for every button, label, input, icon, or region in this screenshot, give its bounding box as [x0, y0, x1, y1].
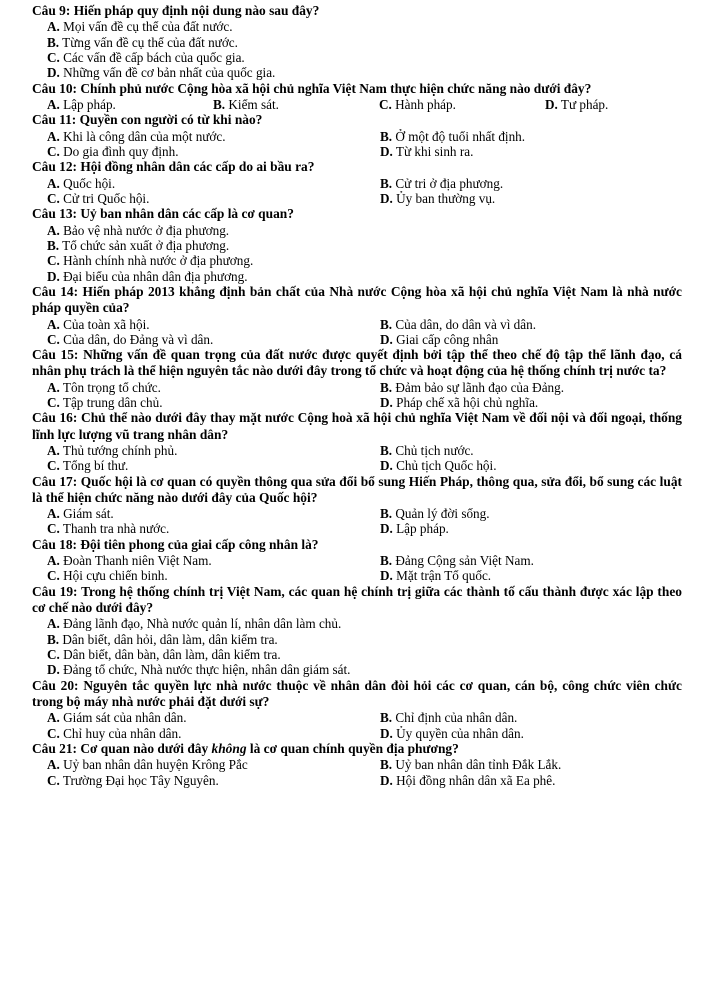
answer-option[interactable]: [47, 380, 380, 395]
question-text: Hiến pháp quy định nội dung nào sau đây?: [73, 3, 320, 18]
option-row: [0, 662, 718, 677]
option-letter: B.: [380, 710, 393, 726]
answer-option[interactable]: [213, 97, 379, 112]
question-text: Cơ quan nào dưới đây: [80, 740, 212, 756]
option-row: [0, 521, 718, 536]
option-letter: A.: [47, 96, 60, 112]
question-text: Đội tiên phong của giai cấp công nhân là?: [80, 536, 319, 552]
option-letter: A.: [47, 128, 60, 144]
option-text: Tư pháp.: [560, 96, 609, 112]
option-letter: B.: [380, 442, 393, 458]
option-text: Mặt trận Tổ quốc.: [396, 568, 492, 584]
option-letter: B.: [47, 631, 60, 647]
question-block: [0, 81, 718, 113]
question-number: Câu 12:: [32, 159, 78, 175]
answer-option[interactable]: [47, 443, 380, 458]
option-text: Của dân, do Đảng và vì dân.: [63, 331, 214, 347]
option-text: Trường Đại học Tây Nguyên.: [62, 772, 219, 788]
question-stem: [0, 159, 718, 175]
option-row: [0, 253, 718, 268]
option-letter: D.: [380, 143, 393, 159]
option-letter: C.: [47, 49, 60, 65]
option-letter: C.: [47, 331, 60, 347]
option-letter: A.: [47, 316, 60, 332]
option-text: Đảm bảo sự lãnh đạo của Đảng.: [395, 379, 565, 395]
option-text: Chỉ định của nhân dân.: [395, 710, 518, 726]
answer-option[interactable]: [47, 506, 380, 521]
option-letter: B.: [380, 757, 393, 773]
answer-option[interactable]: [380, 332, 670, 347]
answer-option[interactable]: [380, 129, 670, 144]
option-row: [0, 50, 718, 65]
answer-option[interactable]: [47, 50, 245, 65]
option-row: [0, 191, 718, 206]
answer-option[interactable]: [47, 710, 380, 725]
option-row: [0, 395, 718, 410]
question-block: [0, 284, 718, 347]
option-letter: A.: [47, 616, 60, 632]
question-number: Câu 20:: [32, 677, 79, 693]
question-text: Quốc hội là cơ quan có quyền thông qua sửa đổi bổ sung Hiến Pháp, thông qua, sửa đổi, bổ sung các luật là thể hiện chức năng nào dưới đây của Quốc hội?: [32, 473, 682, 505]
option-row: [0, 223, 718, 238]
option-text: Hành chính nhà nước ở địa phương.: [63, 253, 254, 269]
answer-option[interactable]: [47, 65, 275, 80]
option-letter: B.: [380, 175, 393, 191]
option-letter: C.: [47, 568, 60, 584]
answer-option[interactable]: [47, 553, 380, 568]
question-stem: [0, 474, 718, 506]
option-letter: A.: [47, 553, 60, 569]
question-stem: [0, 410, 718, 442]
question-block: [0, 474, 718, 537]
option-text: Hội cựu chiến binh.: [63, 568, 168, 584]
option-text: Chỉ huy của nhân dân.: [63, 725, 182, 741]
option-text: Kiểm sát.: [228, 96, 279, 112]
answer-option[interactable]: [47, 726, 380, 741]
answer-option[interactable]: [47, 97, 213, 112]
option-text: Quốc hội.: [63, 175, 116, 191]
answer-option[interactable]: [47, 332, 380, 347]
answer-option[interactable]: [47, 632, 278, 647]
option-row: [0, 19, 718, 34]
answer-option[interactable]: [47, 144, 380, 159]
option-text: Chủ tịch Quốc hội.: [396, 458, 497, 474]
question-number: Câu 15:: [32, 347, 79, 363]
option-row: [0, 129, 718, 144]
answer-option[interactable]: [47, 269, 248, 284]
option-text: Thanh tra nhà nước.: [62, 521, 170, 537]
option-letter: D.: [380, 458, 393, 474]
question-number: Câu 18:: [32, 536, 78, 552]
option-row: [0, 443, 718, 458]
question-block: [0, 584, 718, 678]
option-letter: B.: [380, 316, 393, 332]
option-row: [0, 458, 718, 473]
option-text: Lập pháp.: [396, 521, 449, 537]
option-letter: C.: [47, 647, 60, 663]
option-letter: C.: [47, 143, 60, 159]
option-text: Cử tri Quốc hội.: [63, 190, 150, 206]
answer-option[interactable]: [47, 176, 380, 191]
option-row: [0, 710, 718, 725]
option-text: Từng vấn đề cụ thể của đất nước.: [62, 34, 238, 50]
question-number: Câu 16:: [32, 410, 78, 426]
answer-option[interactable]: [380, 710, 670, 725]
answer-option[interactable]: [380, 553, 670, 568]
option-letter: B.: [380, 553, 393, 569]
option-text: Các vấn đề cấp bách của quốc gia.: [63, 49, 245, 65]
option-letter: C.: [47, 458, 60, 474]
option-letter: D.: [47, 268, 60, 284]
answer-option[interactable]: [380, 144, 670, 159]
question-stem: [0, 284, 718, 316]
question-emphasis: không: [211, 740, 247, 756]
answer-option[interactable]: [47, 647, 281, 662]
question-text: Những vấn đề quan trọng của đất nước được quyết định bởi tập thể theo chế độ tập thể lãnh đạo, cá nhân phụ trách là thể hiện nguyên tắc nào dưới đây trong tổ chức và hoạt động của hệ thống chính trị nước ta?: [32, 347, 682, 379]
answer-option[interactable]: [380, 176, 670, 191]
option-text: Giám sát.: [63, 506, 114, 522]
question-text: Chủ thể nào dưới đây thay mặt nước Cộng hoà xã hội chủ nghĩa Việt Nam về đối nội và đối ngoại, thống lĩnh lực lượng vũ trang nhân dân?: [32, 410, 682, 442]
option-text: Uỷ ban nhân dân huyện Krông Pắc: [63, 757, 248, 773]
option-text: Dân biết, dân hỏi, dân làm, dân kiểm tra.: [62, 631, 278, 647]
question-block: [0, 537, 718, 584]
answer-option[interactable]: [380, 568, 670, 583]
question-text: Quyền con người có từ khi nào?: [79, 112, 263, 128]
question-stem: [0, 741, 718, 757]
question-text: Nguyên tắc quyền lực nhà nước thuộc về nhân dân đòi hỏi các cơ quan, cán bộ, công chức viên chức trong bộ máy nhà nước phải đặt dưới sự?: [32, 677, 682, 709]
option-text: Đại biểu của nhân dân địa phương.: [63, 268, 248, 284]
question-text: Trong hệ thống chính trị Việt Nam, các quan hệ chính trị giữa các thành tố cấu thành được xác lập theo cơ chế nào dưới đây?: [32, 583, 682, 616]
option-letter: B.: [47, 34, 60, 50]
answer-option[interactable]: [47, 317, 380, 332]
option-row: [0, 647, 718, 662]
option-text: Hành pháp.: [395, 96, 456, 112]
option-text: Ủy ban thường vụ.: [396, 190, 496, 206]
question-number: Câu 13:: [32, 206, 78, 222]
option-letter: B.: [380, 379, 393, 395]
option-row: [0, 238, 718, 253]
question-number: Câu 9:: [32, 3, 71, 18]
option-row: [0, 506, 718, 521]
option-text: Tập trung dân chủ.: [62, 395, 163, 411]
question-block: [0, 159, 718, 206]
option-text: Ở một độ tuổi nhất định.: [395, 128, 526, 144]
option-letter: C.: [47, 395, 60, 411]
question-stem: [0, 3, 718, 19]
option-letter: D.: [47, 662, 60, 678]
answer-option[interactable]: [380, 443, 670, 458]
option-row: [0, 380, 718, 395]
question-text: Uỷ ban nhân dân các cấp là cơ quan?: [80, 206, 294, 222]
option-letter: C.: [47, 521, 60, 537]
option-text: Chủ tịch nước.: [395, 442, 474, 458]
question-number: Câu 21:: [32, 740, 78, 756]
option-row: [0, 632, 718, 647]
answer-option[interactable]: [380, 458, 670, 473]
answer-option[interactable]: [380, 395, 670, 410]
option-text: Từ khi sinh ra.: [395, 143, 474, 159]
question-block: [0, 410, 718, 473]
question-block: [0, 112, 718, 159]
option-text: Thủ tướng chính phủ.: [62, 442, 178, 458]
option-letter: C.: [47, 253, 60, 269]
option-letter: D.: [380, 568, 393, 584]
question-block: [0, 347, 718, 410]
answer-option[interactable]: [47, 223, 229, 238]
option-letter: A.: [47, 506, 60, 522]
option-text: Hội đồng nhân dân xã Ea phê.: [396, 772, 556, 788]
option-letter: A.: [47, 222, 60, 238]
option-letter: C.: [47, 772, 60, 788]
option-row: [0, 757, 718, 772]
answer-option[interactable]: [380, 191, 670, 206]
answer-option[interactable]: [380, 726, 670, 741]
question-text: Hiến pháp 2013 khẳng định bản chất của Nhà nước Cộng hòa xã hội chủ nghĩa Việt Nam là nhà nước pháp quyền của?: [32, 284, 682, 316]
question-number: Câu 17:: [32, 473, 78, 489]
answer-option[interactable]: [380, 757, 670, 772]
question-number: Câu 19:: [32, 583, 78, 599]
answer-option[interactable]: [47, 773, 380, 788]
option-text: Lập pháp.: [63, 96, 116, 112]
question-stem: [0, 206, 718, 222]
question-stem: [0, 537, 718, 553]
option-letter: A.: [47, 757, 60, 773]
option-text: Ủy quyền của nhân dân.: [396, 725, 524, 741]
answer-option[interactable]: [47, 662, 350, 677]
option-letter: D.: [380, 395, 393, 411]
option-row: [0, 553, 718, 568]
option-text: Tôn trọng tổ chức.: [62, 379, 161, 395]
question-text: là cơ quan chính quyền địa phương?: [246, 740, 459, 756]
option-letter: B.: [213, 96, 226, 112]
answer-option[interactable]: [380, 317, 670, 332]
answer-option[interactable]: [380, 380, 670, 395]
option-row: [0, 317, 718, 332]
option-text: Cử tri ở địa phương.: [395, 175, 504, 191]
option-text: Uỷ ban nhân dân tỉnh Đắk Lắk.: [395, 757, 562, 773]
option-row: [0, 332, 718, 347]
question-block: [0, 3, 718, 81]
option-row: [0, 726, 718, 741]
option-row: [0, 65, 718, 80]
option-letter: D.: [380, 521, 393, 537]
option-text: Bảo vệ nhà nước ở địa phương.: [63, 222, 230, 238]
option-letter: D.: [545, 96, 558, 112]
option-letter: A.: [47, 710, 60, 726]
option-text: Tổ chức sản xuất ở địa phương.: [62, 237, 230, 253]
option-letter: A.: [47, 19, 60, 35]
option-text: Đảng tổ chức, Nhà nước thực hiện, nhân dân giám sát.: [63, 662, 351, 678]
question-stem: [0, 678, 718, 710]
question-number: Câu 14:: [32, 284, 79, 300]
option-row: [0, 97, 718, 112]
answer-option[interactable]: [379, 97, 545, 112]
option-letter: C.: [47, 725, 60, 741]
question-text: Chính phủ nước Cộng hòa xã hội chủ nghĩa Việt Nam thực hiện chức năng nào dưới đây?: [80, 80, 592, 96]
option-letter: B.: [380, 506, 393, 522]
option-row: [0, 176, 718, 191]
option-letter: B.: [380, 128, 393, 144]
option-text: Quản lý đời sống.: [395, 506, 490, 522]
answer-option[interactable]: [47, 238, 229, 253]
option-letter: A.: [47, 442, 60, 458]
exam-sheet: [0, 3, 718, 788]
option-row: [0, 144, 718, 159]
answer-option[interactable]: [47, 35, 238, 50]
option-text: Đảng Cộng sản Việt Nam.: [395, 553, 534, 569]
answer-option[interactable]: [545, 97, 711, 112]
question-block: [0, 741, 718, 788]
option-row: [0, 568, 718, 583]
option-text: Dân biết, dân bàn, dân làm, dân kiểm tra.: [63, 647, 281, 663]
answer-option[interactable]: [47, 458, 380, 473]
question-text: Hội đồng nhân dân các cấp do ai bầu ra?: [80, 159, 315, 175]
option-text: Giai cấp công nhân: [396, 331, 499, 347]
option-text: Những vấn đề cơ bản nhất của quốc gia.: [63, 65, 276, 81]
option-letter: A.: [47, 175, 60, 191]
option-text: Của toàn xã hội.: [63, 316, 150, 332]
answer-option[interactable]: [47, 253, 253, 268]
option-letter: D.: [380, 331, 393, 347]
question-stem: [0, 81, 718, 97]
option-letter: D.: [47, 65, 60, 81]
option-letter: D.: [380, 725, 393, 741]
option-text: Tổng bí thư.: [62, 458, 129, 474]
option-row: [0, 773, 718, 788]
answer-option[interactable]: [47, 19, 233, 34]
answer-option[interactable]: [47, 395, 380, 410]
option-letter: D.: [380, 190, 393, 206]
answer-option[interactable]: [380, 506, 670, 521]
answer-option[interactable]: [47, 568, 380, 583]
option-text: Của dân, do dân và vì dân.: [395, 316, 537, 332]
option-letter: B.: [47, 237, 60, 253]
question-number: Câu 10:: [32, 80, 78, 96]
question-number: Câu 11:: [32, 112, 77, 128]
answer-option[interactable]: [47, 757, 380, 772]
question-stem: [0, 112, 718, 128]
option-text: Đảng lãnh đạo, Nhà nước quản lí, nhân dân làm chủ.: [63, 616, 342, 632]
question-block: [0, 206, 718, 284]
option-row: [0, 35, 718, 50]
option-row: [0, 269, 718, 284]
option-letter: C.: [47, 190, 60, 206]
option-letter: C.: [379, 96, 392, 112]
option-text: Mọi vấn đề cụ thể của đất nước.: [63, 19, 233, 35]
answer-option[interactable]: [380, 521, 670, 536]
option-text: Pháp chế xã hội chủ nghĩa.: [396, 395, 539, 411]
option-text: Giám sát của nhân dân.: [63, 710, 187, 726]
question-block: [0, 678, 718, 741]
answer-option[interactable]: [380, 773, 670, 788]
option-row: [0, 616, 718, 631]
answer-option[interactable]: [47, 616, 341, 631]
option-text: Do gia đình quy định.: [63, 143, 179, 159]
answer-option[interactable]: [47, 521, 380, 536]
answer-option[interactable]: [47, 191, 380, 206]
option-letter: D.: [380, 772, 393, 788]
question-stem: [0, 347, 718, 379]
option-letter: A.: [47, 379, 60, 395]
option-text: Khi là công dân của một nước.: [63, 128, 226, 144]
question-stem: [0, 584, 718, 616]
answer-option[interactable]: [47, 129, 380, 144]
option-text: Đoàn Thanh niên Việt Nam.: [63, 553, 212, 569]
